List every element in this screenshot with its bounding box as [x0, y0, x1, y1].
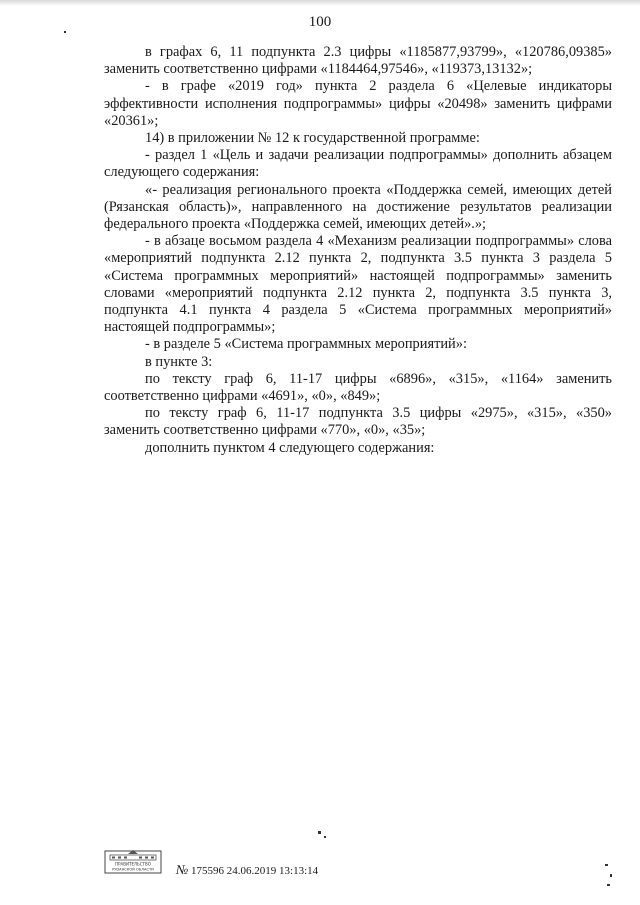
- scan-artifact: [324, 836, 326, 838]
- paragraph-3: 14) в приложении № 12 к государственной программе:: [145, 130, 480, 147]
- paragraph-9: по тексту граф 6, 11-17 цифры «6896», «315», «1164» заменить соответственно цифрами «4691», «0», «849»;: [104, 370, 612, 405]
- scan-artifact: [605, 864, 608, 866]
- paragraph-1: в графах 6, 11 подпункта 2.3 цифры «1185877,93799», «120786,09385» заменить соответственно цифрами «1184464,97546», «119373,13132»;: [104, 44, 612, 78]
- registration-text: 175596 24.06.2019 13:13:14: [191, 865, 319, 877]
- footer: [104, 842, 404, 882]
- number-sign: №: [176, 862, 189, 877]
- page-number: 100: [308, 14, 332, 30]
- registration-stamp: [176, 862, 318, 878]
- paragraph-5: «- реализация регионального проекта «Поддержка семей, имеющих детей (Рязанская область)», направленного на достижение результатов реализации федерального проекта «Поддержка семей, имеющих детей».»;: [104, 181, 612, 233]
- paragraph-10: по тексту граф 6, 11-17 подпункта 3.5 цифры «2975», «315», «350» заменить соответственно цифрами «770», «0», «35»;: [104, 405, 612, 439]
- scan-artifact: [318, 831, 321, 834]
- document-body: [104, 44, 612, 457]
- seal-line-2: РЯЗАНСКОЙ ОБЛАСТИ: [112, 867, 154, 872]
- scan-top-edge: [0, 0, 640, 6]
- paragraph-11: дополнить пунктом 4 следующего содержания:: [145, 439, 435, 456]
- seal-line-1: ПРАВИТЕЛЬСТВО: [115, 861, 151, 867]
- paragraph-6: - в абзаце восьмом раздела 4 «Механизм реализации подпрограммы» слова «мероприятий подпункта 2.12 пункта 2, подпункта 3.5 пункта 3 раздела 5 «Система программных мероприятий» настоящей подпрограммы» заменить словами «мероприятий подпункта 2.12 пункта 2, подпункта 3.5 пункта 3, подпункта 4.1 пункта 4 раздела 5 «Система программных мероприятий» настоящей подпрограммы»;: [104, 233, 612, 336]
- paragraph-2: - в графе «2019 год» пункта 2 раздела 6 «Целевые индикаторы эффективности исполнения подпрограммы» цифры «20498» заменить цифрами «20361»;: [104, 78, 612, 129]
- scan-artifact: [64, 31, 66, 33]
- scan-artifact: [607, 884, 610, 886]
- paragraph-4: - раздел 1 «Цель и задачи реализации подпрограммы» дополнить абзацем следующего содержания:: [104, 147, 612, 181]
- paragraph-7: - в разделе 5 «Система программных мероприятий»:: [145, 336, 467, 353]
- government-seal-icon: [104, 848, 162, 874]
- scan-artifact: [610, 874, 612, 877]
- paragraph-8: в пункте 3:: [145, 353, 213, 370]
